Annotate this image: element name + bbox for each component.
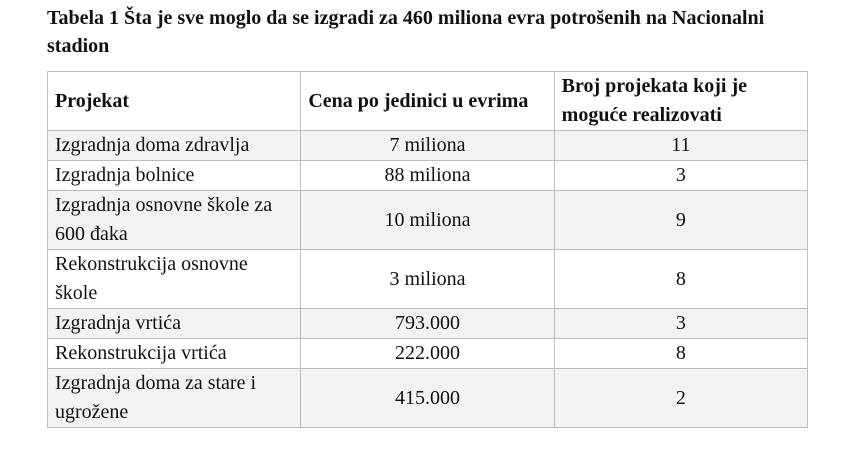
cell-count: 3: [554, 161, 807, 191]
column-header-project-count: Broj projekata koji je moguće realizovati: [554, 72, 807, 131]
cell-count: 9: [554, 191, 807, 250]
column-header-unit-price: Cena po jedinici u evrima: [301, 72, 554, 131]
table-row: [48, 339, 808, 369]
table-row: [48, 309, 808, 339]
table-header-row: [48, 72, 808, 131]
cell-price: 10 miliona: [301, 191, 554, 250]
cell-count: 8: [554, 339, 807, 369]
cell-count: 2: [554, 369, 807, 428]
cell-project: Izgradnja doma za stare i ugrožene: [48, 369, 301, 428]
cell-price: 3 miliona: [301, 250, 554, 309]
projects-table: [47, 71, 808, 428]
cell-price: 415.000: [301, 369, 554, 428]
cell-count: 3: [554, 309, 807, 339]
table-row: [48, 369, 808, 428]
cell-project: Rekonstrukcija vrtića: [48, 339, 301, 369]
cell-project: Izgradnja vrtića: [48, 309, 301, 339]
table-row: [48, 191, 808, 250]
table-row: [48, 131, 808, 161]
cell-price: 222.000: [301, 339, 554, 369]
cell-price: 88 miliona: [301, 161, 554, 191]
cell-count: 11: [554, 131, 807, 161]
cell-project: Rekonstrukcija osnovne škole: [48, 250, 301, 309]
cell-project: Izgradnja osnovne škole za 600 đaka: [48, 191, 301, 250]
cell-price: 7 miliona: [301, 131, 554, 161]
cell-count: 8: [554, 250, 807, 309]
table-row: [48, 250, 808, 309]
table-row: [48, 161, 808, 191]
cell-project: Izgradnja bolnice: [48, 161, 301, 191]
cell-project: Izgradnja doma zdravlja: [48, 131, 301, 161]
column-header-project: Projekat: [48, 72, 301, 131]
cell-price: 793.000: [301, 309, 554, 339]
table-caption: Tabela 1 Šta je sve moglo da se izgradi za 460 miliona evra potrošenih na Nacionalni stadion: [47, 7, 765, 57]
